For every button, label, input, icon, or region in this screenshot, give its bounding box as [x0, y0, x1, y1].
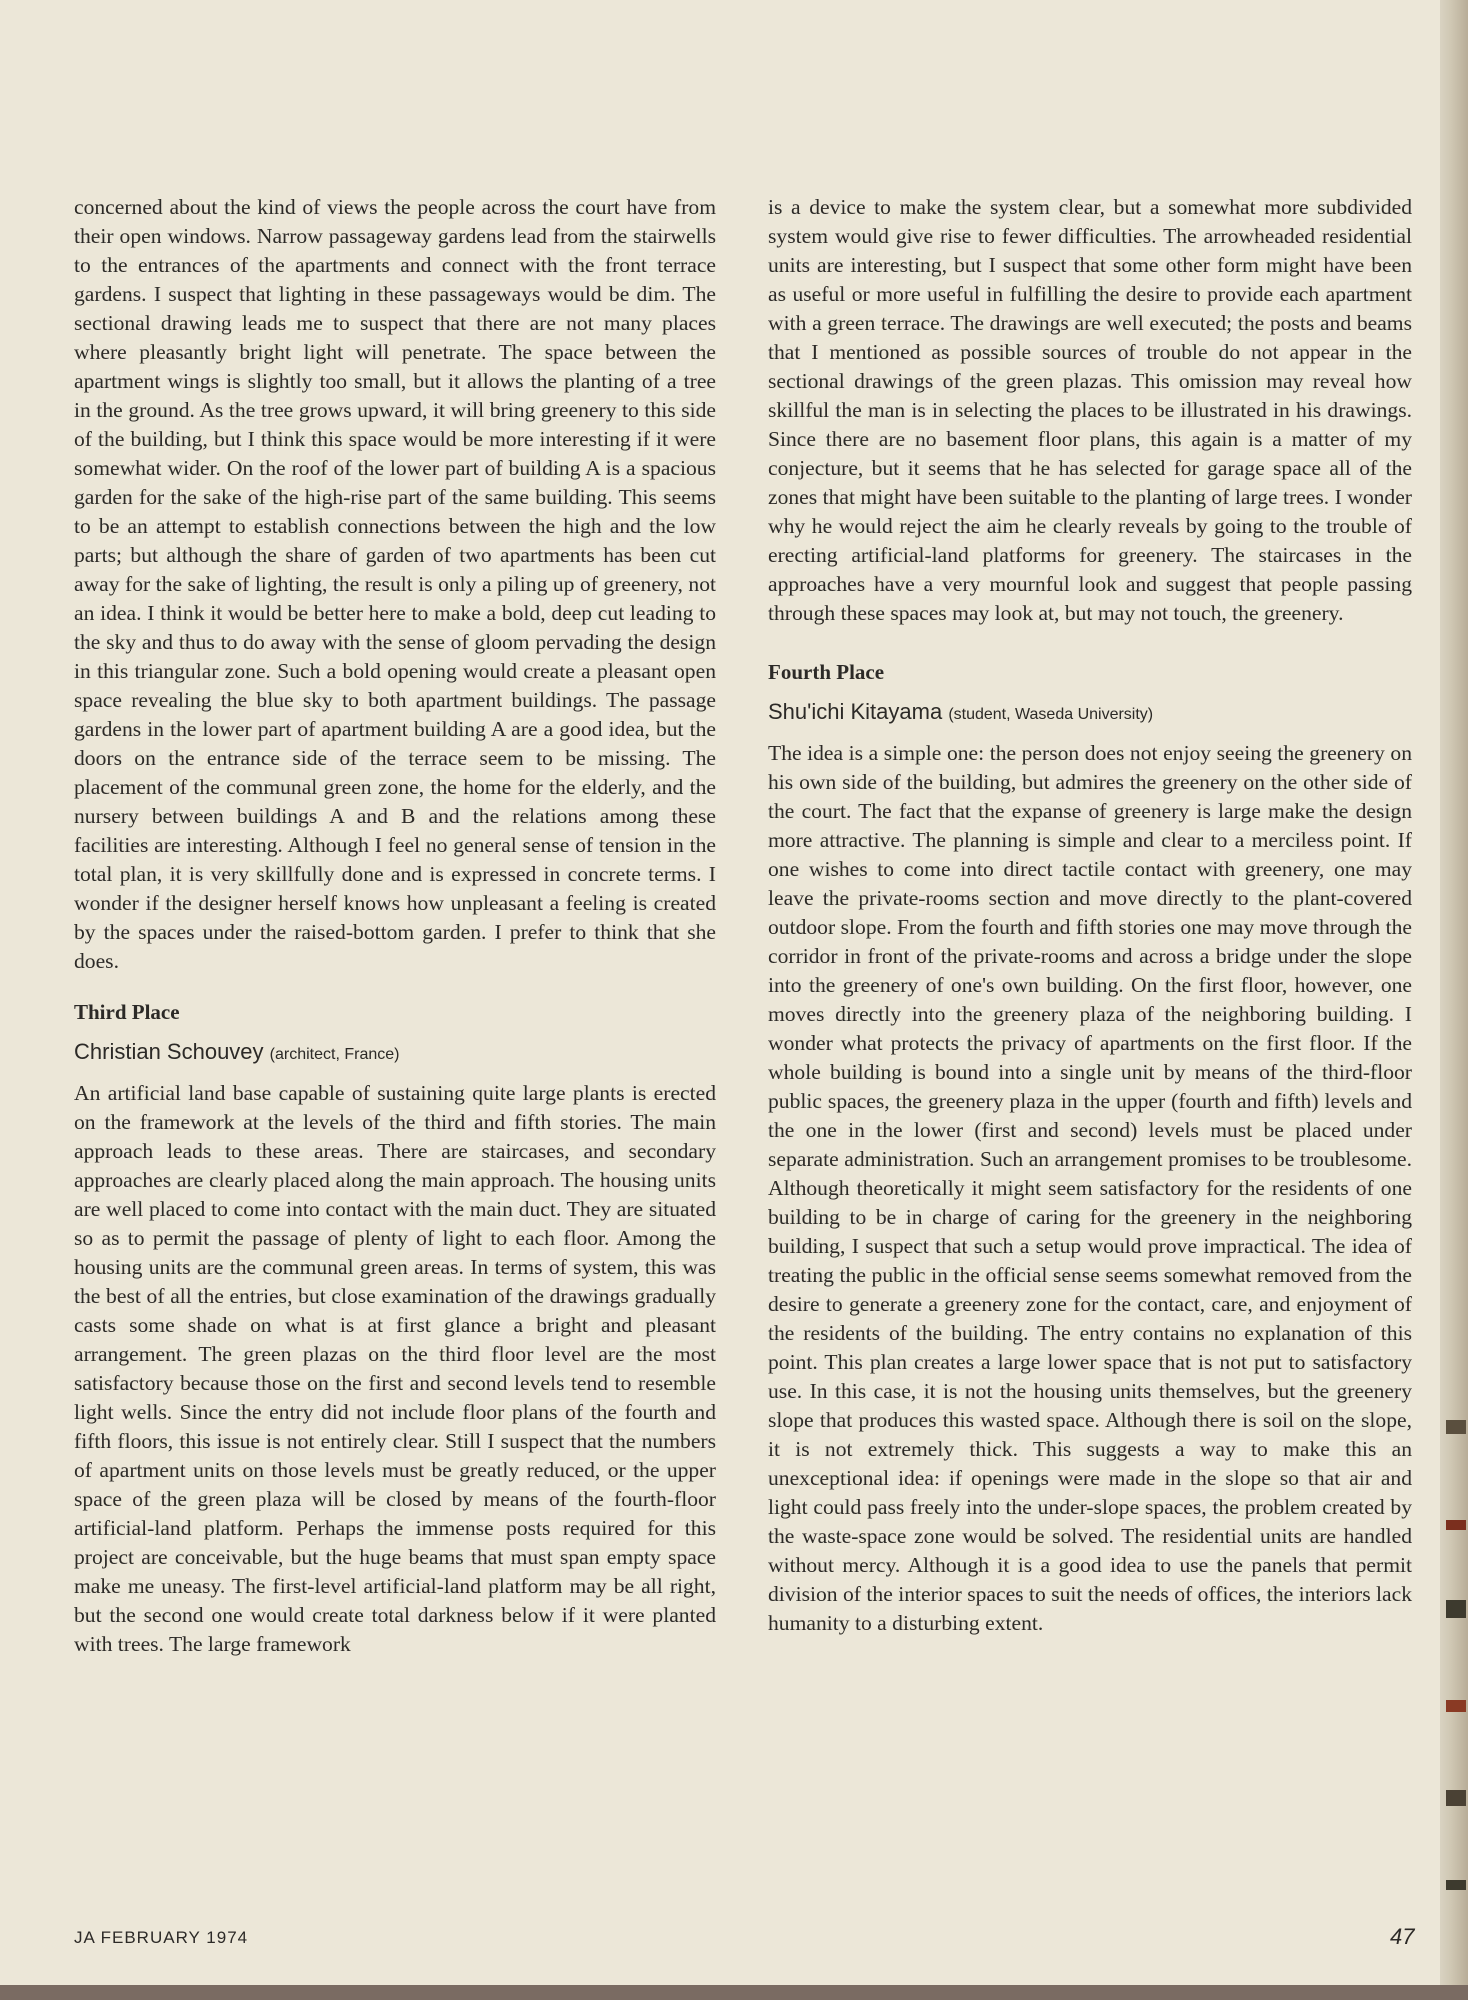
fourth-place-heading: Fourth Place	[768, 660, 885, 684]
third-place-heading: Third Place	[74, 1000, 180, 1024]
page-number: 47	[1390, 1924, 1415, 1949]
footer-publication: JA FEBRUARY 1974	[74, 1928, 249, 1947]
right-column	[768, 193, 1412, 1638]
third-place-author	[74, 1037, 716, 1069]
fourth-author-name: Shu'ichi Kitayama	[768, 699, 943, 724]
fourth-author-affiliation: (student, Waseda University)	[948, 706, 1154, 723]
right-intro-paragraph: is a device to make the system clear, but a somewhat more subdivided system would give rise to fewer difficulties. The arrowheaded residential units are interesting, but I suspect that some other form might have been as useful or more useful in fulfilling the desire to provide each apartment with a green terrace. The drawings are well executed; the posts and beams that I mentioned as possible sources of trouble do not appear in the sectional drawings of the green plazas. This omission may reveal how skillful the man is in selecting the places to be illustrated in his drawings. Since there are no basement floor plans, this again is a matter of my conjecture, but it seems that he has selected for garage space all of the zones that might have been suitable to the planting of large trees. I wonder why he would reject the aim he clearly reveals by going to the trouble of erecting artificial-land platforms for greenery. The staircases in the approaches have a very mournful look and suggest that people passing through these spaces may look at, but may not touch, the greenery.	[768, 195, 1412, 625]
bottom-edge	[0, 1985, 1468, 2000]
left-column	[74, 193, 716, 1659]
left-intro-paragraph: concerned about the kind of views the people across the court have from their open windows. Narrow passageway gardens lead from the stairwells to the entrances of the apartments and connect with the front terrace gardens. I suspect that lighting in these passageways would be dim. The sectional drawing leads me to suspect that there are not many places where pleasantly bright light will penetrate. The space between the apartment wings is slightly too small, but it allows the planting of a tree in the ground. As the tree grows upward, it will bring greenery to this side of the building, but I think this space would be more interesting if it were somewhat wider. On the roof of the lower part of building A is a spacious garden for the sake of the high-rise part of the same building. This seems to be an attempt to establish connections between the high and the low parts; but although the share of garden of two apartments has been cut away for the sake of lighting, the result is only a piling up of greenery, not an idea. I think it would be better here to make a bold, deep cut leading to the sky and thus to do away with the sense of gloom pervading the design in this triangular zone. Such a bold opening would create a pleasant open space revealing the blue sky to both apartment buildings. The passage gardens in the lower part of apartment building A are a good idea, but the doors on the entrance side of the terrace seem to be missing. The placement of the communal green zone, the home for the elderly, and the nursery between buildings A and B and the relations among these facilities are interesting. Although I feel no general sense of tension in the total plan, it is very skillfully done and is expressed in concrete terms. I wonder if the designer herself knows how unpleasant a feeling is created by the spaces under the raised-bottom garden. I prefer to think that she does.	[74, 195, 716, 973]
third-place-body: An artificial land base capable of sustaining quite large plants is erected on the framework at the levels of the third and fifth stories. The main approach leads to these areas. There are staircases, and secondary approaches are clearly placed along the main approach. The housing units are well placed to come into contact with the main duct. They are situated so as to permit the passage of plenty of light to each floor. Among the housing units are the communal green areas. In terms of system, this was the best of all the entries, but close examination of the drawings gradually casts some shade on what is at first glance a bright and pleasant arrangement. The green plazas on the third floor level are the most satisfactory because those on the first and second levels tend to resemble light wells. Since the entry did not include floor plans of the fourth and fifth floors, this issue is not entirely clear. Still I suspect that the numbers of apartment units on those levels must be greatly reduced, or the upper space of the green plaza will be closed by means of the fourth-floor artificial-land platform. Perhaps the immense posts required for this project are conceivable, but the huge beams that must span empty space make me uneasy. The first-level artificial-land platform may be all right, but the second one would create total darkness below if it were planted with trees. The large framework	[74, 1081, 716, 1656]
third-author-name: Christian Schouvey	[74, 1039, 264, 1064]
fourth-place-author	[768, 697, 1412, 729]
third-author-affiliation: (architect, France)	[269, 1046, 400, 1063]
fourth-place-body: The idea is a simple one: the person does not enjoy seeing the greenery on his own side of the building, but admires the greenery on the other side of the court. The fact that the expanse of greenery is large make the design more attractive. The planning is simple and clear to a merciless point. If one wishes to come into direct tactile contact with greenery, one may leave the private-rooms section and move directly to the plant-covered outdoor slope. From the fourth and fifth stories one may move through the corridor in front of the private-rooms and across a bridge under the slope into the greenery of one's own building. On the first floor, however, one moves directly into the greenery plaza of the neighboring building. I wonder what protects the privacy of apartments on the first floor. If the whole building is bound into a single unit by means of the third-floor public spaces, the greenery plaza in the upper (fourth and fifth) levels and the one in the lower (first and second) levels must be placed under separate administration. Such an arrangement promises to be troublesome. Although theoretically it might seem satisfactory for the residents of one building to be in charge of caring for the greenery in the neighboring building, I suspect that such a setup would prove impractical. The idea of treating the public in the official sense seems somewhat removed from the desire to generate a greenery zone for the contact, care, and enjoyment of the residents of the building. The entry contains no explanation of this point. This plan creates a large lower space that is not put to satisfactory use. In this case, it is not the housing units themselves, but the greenery slope that produces this wasted space. Although there is soil on the slope, it is not extremely thick. This suggests a way to make this an unexceptional idea: if openings were made in the slope so that air and light could pass freely into the under-slope spaces, the problem created by the waste-space zone would be solved. The residential units are handled without mercy. Although it is a good idea to use the panels that permit division of the interior spaces to suit the needs of offices, the interiors lack humanity to a disturbing extent.	[768, 741, 1412, 1635]
page-edge	[1440, 0, 1468, 2000]
